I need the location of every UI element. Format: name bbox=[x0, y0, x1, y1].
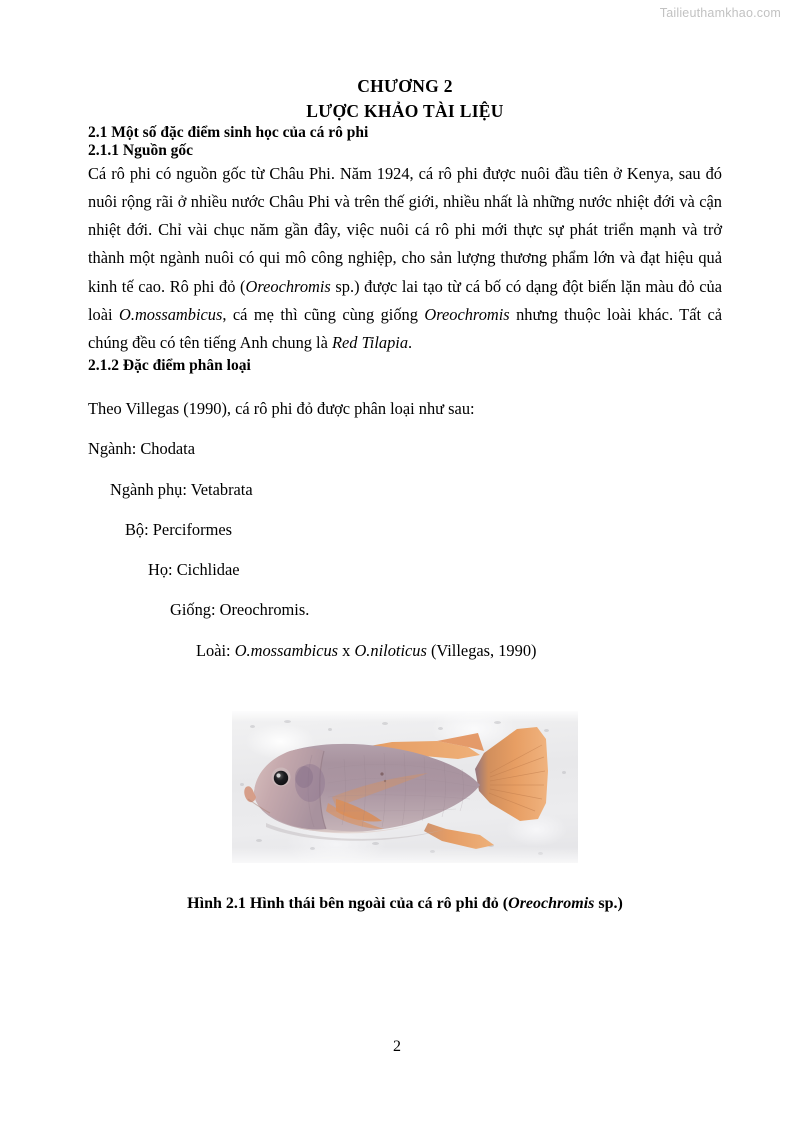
species-italic-b: O.niloticus bbox=[354, 640, 427, 660]
species-separator: x bbox=[338, 640, 355, 660]
taxonomy-row bbox=[148, 556, 722, 584]
taxonomy-value: Chodata bbox=[140, 439, 195, 459]
taxonomy-value: Vetabrata bbox=[190, 479, 253, 499]
par-text-3: , cá mẹ thì cũng cùng giống bbox=[222, 304, 425, 324]
page-content bbox=[88, 0, 722, 916]
taxonomy-rank: Ngành phụ: bbox=[110, 479, 187, 499]
species-citation: (Villegas, 1990) bbox=[426, 640, 537, 660]
taxonomy-rank: Họ: bbox=[148, 560, 173, 580]
heading-2-1-1: 2.1.1 Nguồn gốc bbox=[88, 141, 194, 159]
par-text-5: . bbox=[408, 333, 413, 352]
species-name-oreochromis-1: Oreochromis bbox=[245, 276, 331, 296]
caption-text-1: Hình 2.1 Hình thái bên ngoài của cá rô phi đỏ ( bbox=[187, 894, 509, 912]
species-italic-a: O.mossambicus bbox=[234, 640, 339, 660]
photo-highlight-bottom bbox=[232, 847, 578, 863]
paragraph-origin bbox=[88, 160, 722, 358]
heading-2-1: 2.1 Một số đặc điểm sinh học của cá rô phi bbox=[88, 123, 369, 141]
taxonomy-row bbox=[110, 476, 722, 504]
chapter-name: LƯỢC KHẢO TÀI LIỆU bbox=[306, 100, 504, 121]
page-number: 2 bbox=[393, 1038, 401, 1055]
taxonomy-rank: Ngành: bbox=[88, 439, 137, 459]
figure-block bbox=[88, 711, 722, 916]
red-tilapia-photo bbox=[232, 711, 578, 863]
taxonomy-rank: Loài: bbox=[196, 640, 231, 660]
species-name-mossambicus: O.mossambicus bbox=[119, 304, 223, 324]
caption-text-2: sp.) bbox=[594, 894, 623, 912]
taxonomy-row bbox=[88, 435, 722, 463]
fish-illustration bbox=[232, 711, 578, 863]
taxonomy-value: Cichlidae bbox=[176, 560, 240, 580]
chapter-title bbox=[88, 74, 722, 124]
species-name-oreochromis-2: Oreochromis bbox=[424, 304, 510, 324]
par-text-2: sp.) được lai tạo từ cá bố có dạng đột biến lặn màu đỏ của loài bbox=[88, 276, 722, 324]
heading-2-1-2: 2.1.2 Đặc điểm phân loại bbox=[88, 357, 251, 375]
chapter-label: CHƯƠNG 2 bbox=[357, 76, 453, 96]
classification-lead: Theo Villegas (1990), cá rô phi đỏ được phân loại như sau: bbox=[88, 399, 475, 419]
taxonomy-rank: Bộ: bbox=[125, 519, 149, 539]
english-name-red-tilapia: Red Tilapia bbox=[331, 333, 409, 352]
taxonomy-value: Perciformes bbox=[152, 519, 232, 539]
taxonomy-row bbox=[125, 516, 722, 544]
figure-caption bbox=[88, 892, 722, 916]
taxonomy-list bbox=[88, 435, 722, 664]
taxonomy-row bbox=[170, 596, 722, 624]
taxonomy-value: Oreochromis. bbox=[219, 600, 310, 620]
caption-species-italic: Oreochromis bbox=[508, 894, 595, 912]
photo-highlight-top bbox=[232, 711, 578, 722]
taxonomy-row-species bbox=[196, 637, 722, 665]
par-text-1: Cá rô phi có nguồn gốc từ Châu Phi. Năm 1924, cá rô phi được nuôi đầu tiên ở Kenya, sau đó nuôi rộng rãi ở nhiều nước Châu Phi và trên thế giới, nhiều nhất là những nước nhiệt đới và cận nhiệt đới. Chỉ vài chục năm gần đây, việc nuôi cá rô phi mới thực sự phát triển mạnh và trở thành một ngành nuôi có qui mô công nghiệp, cho sản lượng thương phẩm lớn và đạt hiệu quả kinh tế cao. Rô phi đỏ ( bbox=[88, 163, 722, 296]
taxonomy-rank: Giống: bbox=[170, 600, 216, 620]
watermark-text: Tailieuthamkhao.com bbox=[659, 6, 781, 20]
par-text-4: nhưng thuộc loài khác. Tất cả chúng đều có tên tiếng Anh chung là bbox=[88, 304, 722, 352]
